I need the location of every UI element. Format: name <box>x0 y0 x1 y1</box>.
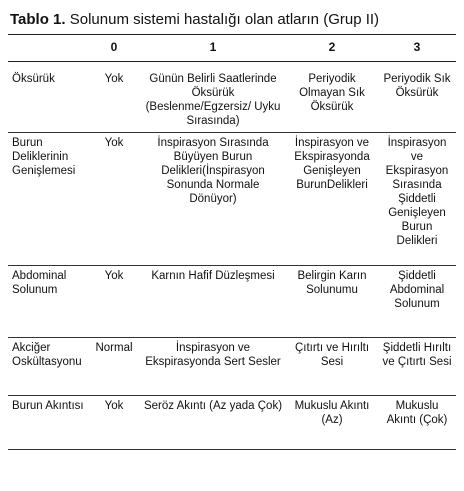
score-0-cell: Yok <box>88 62 140 133</box>
row-header-cell: Abdominal Solunum <box>8 266 88 338</box>
row-header-cell: Burun Deliklerinin Genişlemesi <box>8 133 88 266</box>
score-3-cell: Mukuslu Akıntı (Çok) <box>378 396 456 450</box>
table-caption-text: Solunum sistemi hastalığı olan atların (Grup II) <box>69 11 380 28</box>
header-cell-score-1: 1 <box>140 35 286 62</box>
score-0-cell: Normal <box>88 338 140 396</box>
table-row <box>8 396 456 450</box>
score-1-cell: Karnın Hafif Düzleşmesi <box>140 266 286 338</box>
score-3-cell: Şiddetli Abdominal Solunum <box>378 266 456 338</box>
row-header-cell: Öksürük <box>8 62 88 133</box>
header-row <box>8 35 456 62</box>
score-2-cell: Çıtırtı ve Hırıltı Sesi <box>286 338 378 396</box>
score-2-cell: Periyodik Olmayan Sık Öksürük <box>286 62 378 133</box>
score-1-cell: Seröz Akıntı (Az yada Çok) <box>140 396 286 450</box>
table-caption <box>10 10 456 30</box>
score-1-cell: İnspirasyon Sırasında Büyüyen Burun Delikleri(İnspirasyon Sonunda Normale Dönüyor) <box>140 133 286 266</box>
scoring-table <box>8 34 456 450</box>
row-header-cell: Akciğer Oskültasyonu <box>8 338 88 396</box>
score-0-cell: Yok <box>88 266 140 338</box>
score-3-cell: Şiddetli Hırıltı ve Çıtırtı Sesi <box>378 338 456 396</box>
table-row <box>8 62 456 133</box>
table-caption-label: Tablo 1. <box>10 11 66 28</box>
score-3-cell: İnspirasyon ve Ekspirasyon Sırasında Şiddetli Genişleyen Burun Delikleri <box>378 133 456 266</box>
score-2-cell: İnspirasyon ve Ekspirasyonda Genişleyen BurunDelikleri <box>286 133 378 266</box>
score-2-cell: Mukuslu Akıntı (Az) <box>286 396 378 450</box>
table-row <box>8 133 456 266</box>
score-1-cell: İnspirasyon ve Ekspirasyonda Sert Sesler <box>140 338 286 396</box>
header-cell-score-0: 0 <box>88 35 140 62</box>
table-row <box>8 338 456 396</box>
row-header-cell: Burun Akıntısı <box>8 396 88 450</box>
score-3-cell: Periyodik Sık Öksürük <box>378 62 456 133</box>
score-2-cell: Belirgin Karın Solunumu <box>286 266 378 338</box>
header-cell-score-2: 2 <box>286 35 378 62</box>
score-0-cell: Yok <box>88 133 140 266</box>
table-body <box>8 62 456 450</box>
header-cell-empty <box>8 35 88 62</box>
score-1-cell: Günün Belirli Saatlerinde Öksürük (Beslenme/Egzersiz/ Uyku Sırasında) <box>140 62 286 133</box>
header-cell-score-3: 3 <box>378 35 456 62</box>
table-row <box>8 266 456 338</box>
score-0-cell: Yok <box>88 396 140 450</box>
table-header <box>8 35 456 62</box>
